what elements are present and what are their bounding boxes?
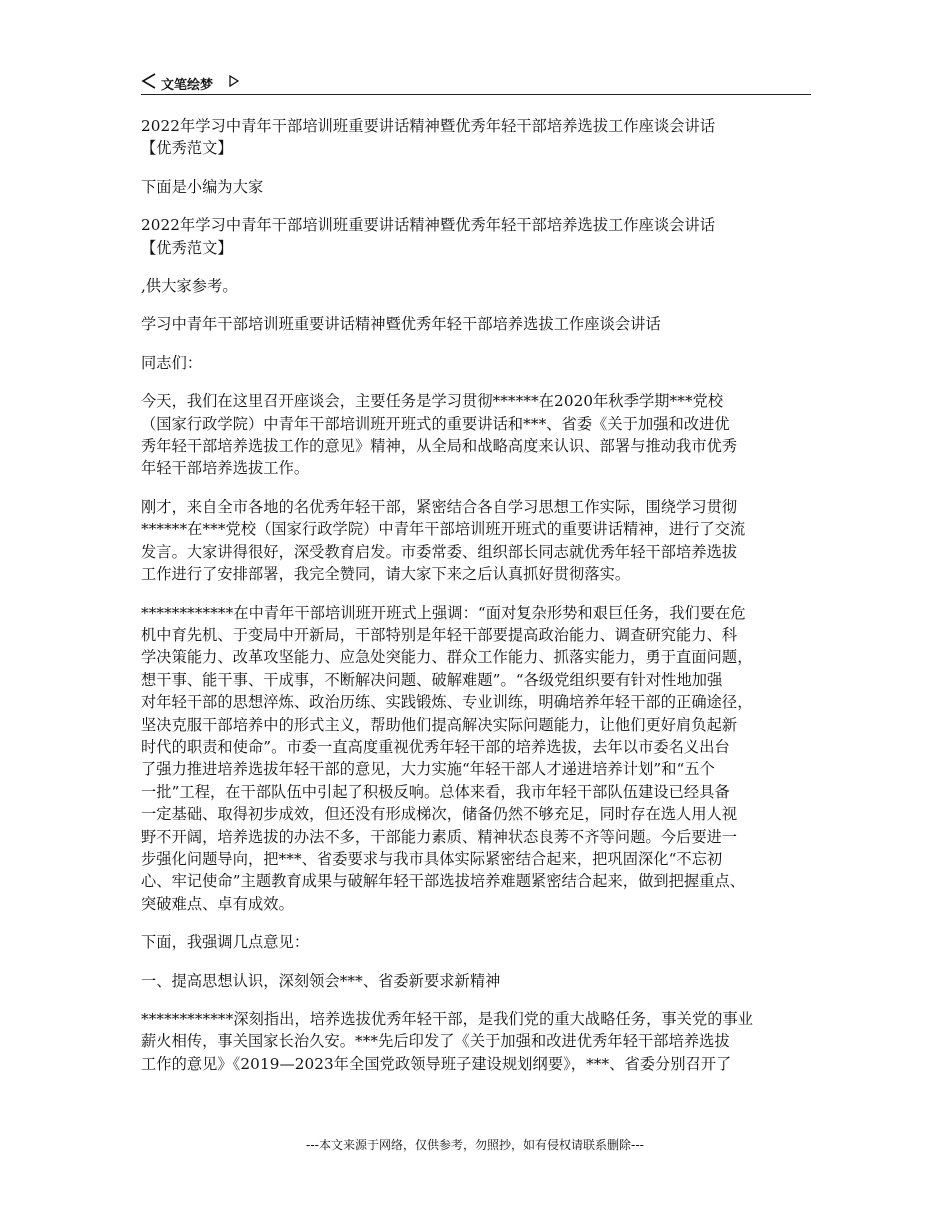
paragraph-line: 野不开阔，培养选拔的办法不多，干部能力素质、精神状态良莠不齐等问题。今后要进一 [141,827,738,846]
paragraph-line: 学决策能力、改革攻坚能力、应急处突能力、群众工作能力、抓落实能力，勇于直面问题， [141,648,753,667]
paragraph [141,313,821,335]
paragraph-line: 工作的意见》《2019—2023年全国党政领导班子建设规划纲要》，***、省委分别召开了 [141,1054,732,1073]
paragraph-line: 步强化问题导向，把***、省委要求与我市具体实际紧密结合起来，把巩固深化“不忘初 [141,849,723,868]
paragraph-line: 2022年学习中青年干部培训班重要讲话精神暨优秀年轻干部培养选拔工作座谈会讲话 [141,117,716,135]
footer-disclaimer: ---本文来源于网络，仅供参考，勿照抄，如有侵权请联系删除--- [306,1138,644,1152]
brand-name: 文笔绘梦 [161,78,214,93]
brand-logo-left-icon [141,73,157,89]
paragraph-line: ******在***党校（国家行政学院）中青年干部培训班开班式的重要讲话精神，进行了交流 [141,520,746,539]
paragraph-line: ************深刻指出，培养选拔优秀年轻干部，是我们党的重大战略任务，事关党的事业 [141,1010,754,1028]
paragraph-line: 了强力推进培养选拔年轻干部的意见，大力实施“年轻干部人才递进培养计划”和“五个 [141,760,715,779]
paragraph-line: （国家行政学院）中青年干部培训班开班式的重要讲话和***、省委《关于加强和改进优 [141,414,730,433]
paragraph [141,1008,821,1075]
paragraph-line: 【优秀范文】 [141,238,233,257]
paragraph-line: 突破难点、卓有成效。 [141,894,294,913]
document-body [141,115,821,1091]
paragraph-line: 下面是小编为大家 [141,177,264,196]
paragraph-line: 心、牢记使命”主题教育成果与破解年轻干部选拔培养难题紧密结合起来，做到把握重点、 [141,872,746,891]
paragraph-line: 薪火相传，事关国家长治久安。***先后印发了《关于加强和改进优秀年轻干部培养选拔 [141,1032,730,1051]
paragraph-line: 工作进行了安排部署，我完全赞同，请大家下来之后认真抓好贯彻落实。 [141,565,631,584]
paragraph [141,390,821,480]
brand-logo-right-icon [229,75,239,87]
paragraph [141,275,821,297]
paragraph-line: 发言。大家讲得很好，深受教育启发。市委常委、组织部长同志就优秀年轻干部培养选拔 [141,542,738,561]
paragraph-line: 机中育先机、于变局中开新局，干部特别是年轻干部要提高政治能力、调查研究能力、科 [141,625,738,644]
paragraph [141,352,821,374]
paragraph-line: 今天，我们在这里召开座谈会，主要任务是学习贯彻******在2020年秋季学期***党校 [141,392,724,411]
paragraph-line: 坚决克服干部培养中的形式主义，帮助他们提高解决实际问题能力，让他们更好肩负起新 [141,715,738,734]
paragraph-line: 同志们： [141,353,203,372]
paragraph-line: 时代的职责和使命”。市委一直高度重视优秀年轻干部的培养选拔，去年以市委名义出台 [141,737,730,756]
paragraph-line: 一定基础、取得初步成效，但还没有形成梯次，储备仍然不够充足，同时存在选人用人视 [141,805,738,824]
paragraph-line: 一、提高思想认识，深刻领会***、省委新要求新精神 [141,971,501,990]
paragraph-line: 想干事、能干事、干成事，不断解决问题、破解难题”。“各级党组织要有针对性地加强 [141,670,723,689]
paragraph [141,931,821,953]
paragraph-line: ************在中青年干部培训班开班式上强调：“面对复杂形势和艰巨任务，我们要在危 [141,603,746,622]
paragraph [141,176,821,198]
paragraph-line: 学习中青年干部培训班重要讲话精神暨优秀年轻干部培养选拔工作座谈会讲话 [141,315,661,334]
paragraph-line: 秀年轻干部培养选拔工作的意见》精神，从全局和战略高度来认识、部署与推动我市优秀 [141,437,738,456]
paragraph-line: 一批”工程，在干部队伍中引起了积极反响。总体来看，我市年轻干部队伍建设已经具备 [141,782,730,801]
paragraph-line: 下面，我强调几点意见： [141,933,310,952]
paragraph-line: 2022年学习中青年干部培训班重要讲话精神暨优秀年轻干部培养选拔工作座谈会讲话 [141,216,716,235]
paragraph-line: 刚才，来自全市各地的名优秀年轻干部，紧密结合各自学习思想工作实际，围绕学习贯彻 [141,497,738,516]
paragraph-line: 【优秀范文】 [141,139,233,158]
paragraph [141,496,821,586]
paragraph [141,115,821,160]
paragraph-line: ,供大家参考。 [141,277,238,296]
paragraph [141,214,821,259]
page-header [141,72,811,95]
paragraph [141,970,821,992]
paragraph-line: 对年轻干部的思想淬炼、政治历练、实践锻炼、专业训练，明确培养年轻干部的正确途径， [141,693,753,712]
paragraph [141,602,821,916]
paragraph-line: 年轻干部培养选拔工作。 [141,459,310,478]
